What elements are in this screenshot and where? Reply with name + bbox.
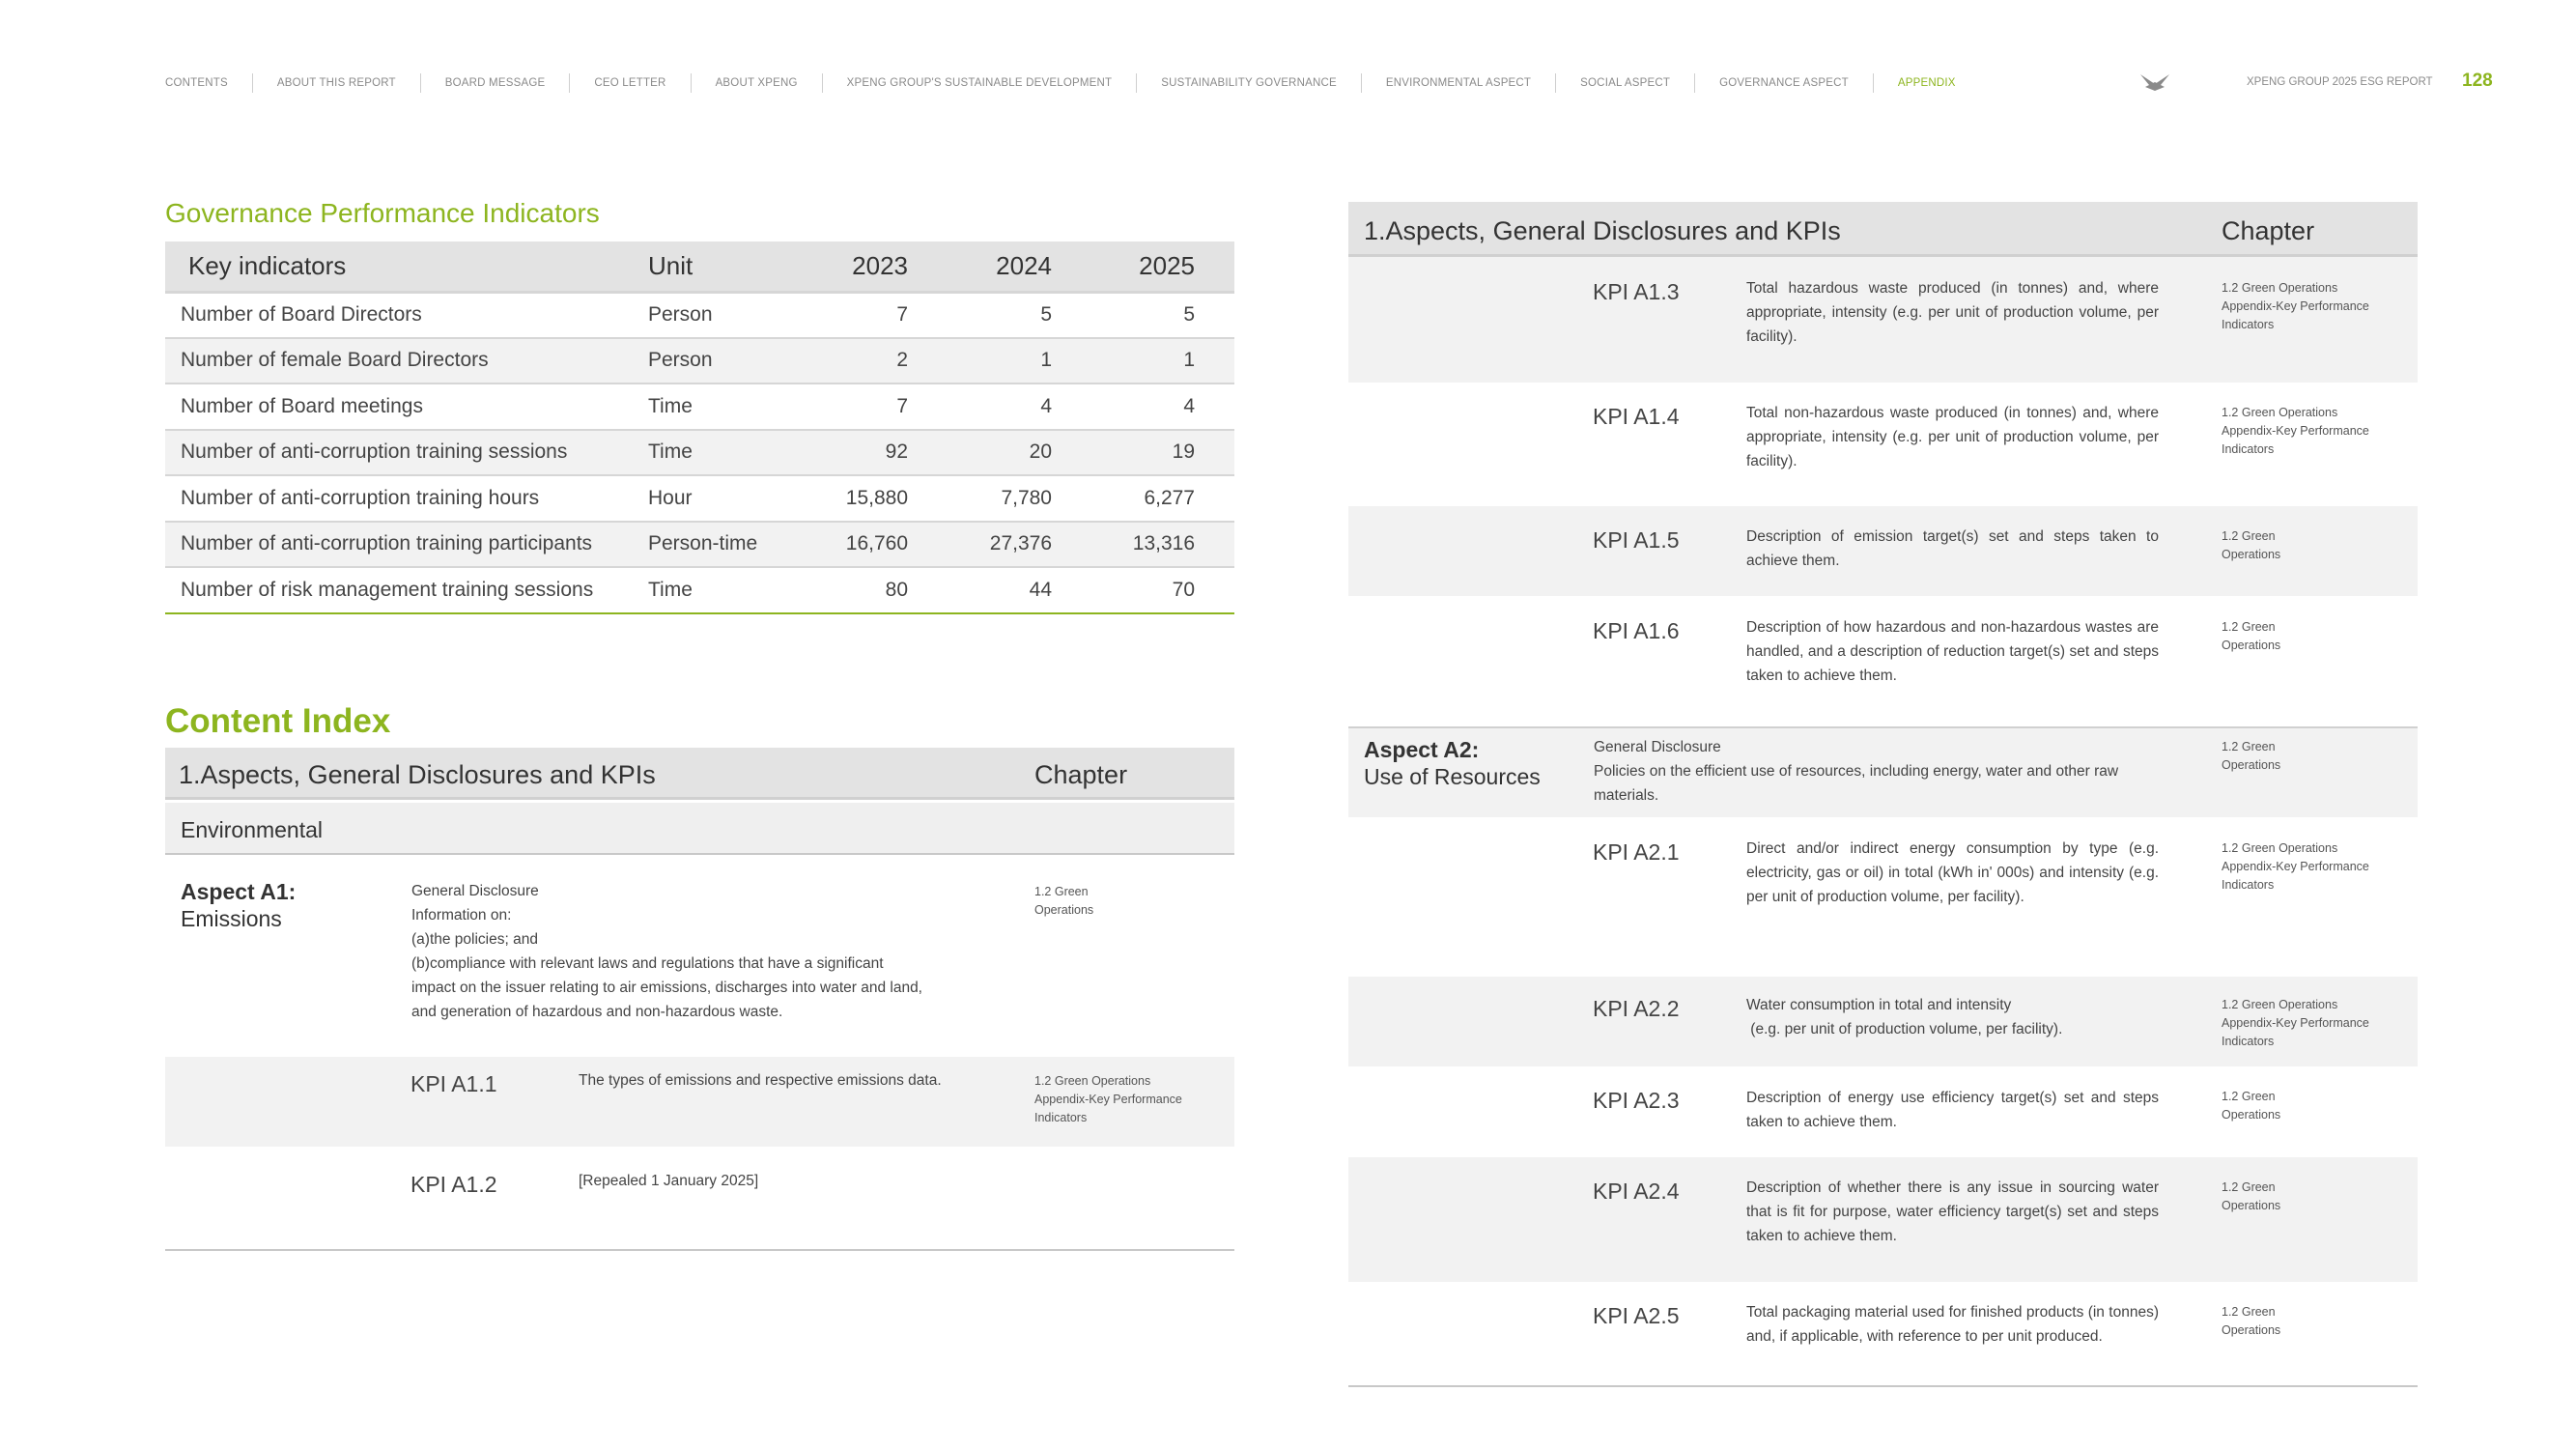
cell-2024: 44 [947, 567, 1090, 613]
chapter-line: Operations [2222, 639, 2281, 652]
cell-indicator: Number of Board meetings [165, 384, 648, 430]
section-environmental [165, 800, 1234, 855]
kpi-description: Total packaging material used for finished products (in tonnes) and, if applicable, with reference to per unit produced. [1746, 1304, 2159, 1345]
cell-unit: Time [648, 430, 803, 476]
desc-line: (e.g. per unit of production volume, per facility). [1746, 1021, 2063, 1037]
chapter-ref [2222, 279, 2369, 334]
chapter-line: 1.2 Green Operations [2222, 406, 2338, 419]
chapter-ref [2222, 1088, 2280, 1124]
content-index-title: Content Index [165, 702, 391, 740]
chapter-line: Appendix-Key Performance [1034, 1093, 1182, 1106]
chapter-line: Appendix-Key Performance [2222, 1016, 2369, 1030]
aspect-a2-row [1348, 726, 2418, 817]
kpi-row [1348, 257, 2418, 383]
governance-section-title: Governance Performance Indicators [165, 198, 600, 228]
nav-environmental-aspect[interactable]: ENVIRONMENTAL ASPECT [1361, 73, 1555, 93]
chapter-ref [2222, 1303, 2280, 1340]
top-navigation [165, 73, 1980, 93]
cell-2024: 20 [947, 430, 1090, 476]
kpi-row [1348, 596, 2418, 726]
aspect-a1-name [181, 878, 296, 932]
chapter-line: Operations [2222, 1199, 2281, 1212]
chapter-ref [2222, 839, 2369, 895]
chapter-line: Indicators [2222, 1035, 2275, 1048]
col-header-aspects: 1.Aspects, General Disclosures and KPIs [1364, 216, 1841, 245]
chapter-line: 1.2 Green Operations [2222, 998, 2338, 1011]
kpi-description: [Repealed 1 January 2025] [579, 1173, 759, 1189]
nav-governance-aspect[interactable]: GOVERNANCE ASPECT [1694, 73, 1873, 93]
kpi-row [1348, 506, 2418, 596]
gd-line: Policies on the efficient use of resources, including energy, water and other raw [1594, 763, 2119, 780]
gd-line: impact on the issuer relating to air emissions, discharges into water and land, [411, 980, 922, 996]
chapter-ref [2222, 618, 2280, 655]
aspect-a1-row [165, 855, 1234, 1057]
aspect-label: Aspect A2: [1364, 737, 1480, 762]
aspect-a2-general-disclosure [1594, 735, 2173, 808]
cell-2024: 7,780 [947, 475, 1090, 522]
report-title: XPENG GROUP 2025 ESG REPORT [2247, 76, 2433, 88]
chapter-line: 1.2 Green [2222, 1305, 2276, 1319]
chapter-line: 1.2 Green [2222, 1090, 2276, 1103]
cell-unit: Person [648, 338, 803, 384]
kpi-row [1348, 1066, 2418, 1157]
cell-2023: 16,760 [803, 522, 947, 568]
desc-line: Water consumption in total and intensity [1746, 997, 2012, 1013]
kpi-id: KPI A1.6 [1593, 618, 1680, 643]
cell-unit: Time [648, 384, 803, 430]
kpi-row [165, 1057, 1234, 1147]
kpi-description [1746, 993, 2159, 1041]
kpi-description: Description of energy use efficiency target(s) set and steps taken to achieve them. [1746, 1090, 2159, 1130]
chapter-line: Operations [1034, 903, 1094, 917]
gd-line: General Disclosure [1594, 739, 1721, 755]
aspect-a1-general-disclosure [411, 879, 1030, 1024]
table-row [165, 475, 1234, 522]
cell-2024: 1 [947, 338, 1090, 384]
kpi-description: Total non-hazardous waste produced (in tonnes) and, where appropriate, intensity (e.g. per unit of production volume, per facility). [1746, 405, 2159, 469]
nav-appendix[interactable]: APPENDIX [1873, 73, 1980, 93]
content-index-header [1348, 202, 2418, 257]
cell-indicator: Number of anti-corruption training participants [165, 522, 648, 568]
content-index-right-panel [1348, 202, 2418, 1385]
cell-2025: 5 [1090, 292, 1234, 338]
cell-unit: Hour [648, 475, 803, 522]
col-header-unit: Unit [648, 242, 803, 292]
gd-line: Information on: [411, 907, 512, 923]
chapter-line: 1.2 Green [1034, 885, 1089, 898]
kpi-row [1348, 383, 2418, 506]
kpi-id: KPI A1.1 [410, 1071, 497, 1096]
cell-2023: 7 [803, 292, 947, 338]
kpi-id: KPI A1.2 [410, 1172, 497, 1197]
chapter-ref [2222, 996, 2369, 1051]
col-header-aspects: 1.Aspects, General Disclosures and KPIs [179, 760, 656, 789]
chapter-line: 1.2 Green Operations [1034, 1074, 1151, 1088]
kpi-id: KPI A1.3 [1593, 279, 1680, 304]
gd-line: (a)the policies; and [411, 931, 538, 948]
kpi-description: Total hazardous waste produced (in tonnes) and, where appropriate, intensity (e.g. per unit of production volume, per facility). [1746, 280, 2159, 345]
kpi-id: KPI A1.4 [1593, 404, 1680, 429]
nav-sustainable-development[interactable]: XPENG GROUP'S SUSTAINABLE DEVELOPMENT [822, 73, 1137, 93]
nav-sustainability-governance[interactable]: SUSTAINABILITY GOVERNANCE [1136, 73, 1361, 93]
cell-2025: 19 [1090, 430, 1234, 476]
cell-indicator: Number of anti-corruption training sessions [165, 430, 648, 476]
cell-2025: 1 [1090, 338, 1234, 384]
chapter-ref [2222, 1179, 2280, 1215]
chapter-ref [1034, 883, 1093, 920]
nav-about-xpeng[interactable]: ABOUT XPENG [691, 73, 822, 93]
chapter-ref [2222, 527, 2280, 564]
aspect-title: Emissions [181, 906, 282, 931]
nav-about-this-report[interactable]: ABOUT THIS REPORT [252, 73, 420, 93]
kpi-id: KPI A2.5 [1593, 1303, 1680, 1328]
chapter-line: 1.2 Green [2222, 1180, 2276, 1194]
cell-2024: 27,376 [947, 522, 1090, 568]
chapter-line: Indicators [1034, 1111, 1088, 1124]
cell-indicator: Number of Board Directors [165, 292, 648, 338]
col-header-2025: 2025 [1090, 242, 1234, 292]
col-header-chapter: Chapter [1034, 760, 1128, 789]
aspect-title: Use of Resources [1364, 764, 1541, 789]
chapter-line: 1.2 Green [2222, 620, 2276, 634]
cell-indicator: Number of anti-corruption training hours [165, 475, 648, 522]
nav-contents[interactable]: CONTENTS [165, 77, 228, 89]
cell-2025: 13,316 [1090, 522, 1234, 568]
kpi-id: KPI A2.4 [1593, 1179, 1680, 1204]
kpi-description: Description of whether there is any issue in sourcing water that is fit for purpose, water efficiency target(s) set and steps taken to achieve them. [1746, 1179, 2159, 1244]
cell-unit: Person [648, 292, 803, 338]
page-number: 128 [2462, 71, 2493, 91]
cell-unit: Person-time [648, 522, 803, 568]
table-bottom-rule [165, 1249, 1234, 1251]
kpi-row [1348, 977, 2418, 1066]
gd-line: and generation of hazardous and non-hazardous waste. [411, 1004, 783, 1020]
aspect-label: Aspect A1: [181, 879, 297, 904]
table-row [165, 567, 1234, 613]
table-row [165, 384, 1234, 430]
kpi-description: Description of how hazardous and non-hazardous wastes are handled, and a description of reduction target(s) set and steps taken to achieve them. [1746, 619, 2159, 684]
cell-2023: 80 [803, 567, 947, 613]
chapter-ref [2222, 738, 2280, 775]
chapter-line: Operations [2222, 1108, 2281, 1122]
kpi-row [1348, 1157, 2418, 1282]
chapter-line: Appendix-Key Performance [2222, 424, 2369, 438]
kpi-description: Description of emission target(s) set and steps taken to achieve them. [1746, 528, 2159, 569]
cell-unit: Time [648, 567, 803, 613]
cell-2025: 70 [1090, 567, 1234, 613]
table-header-row [165, 242, 1234, 292]
kpi-row [165, 1147, 1234, 1249]
cell-2023: 7 [803, 384, 947, 430]
chapter-line: 1.2 Green Operations [2222, 841, 2338, 855]
gd-line: materials. [1594, 787, 1659, 804]
chapter-ref [1034, 1072, 1182, 1127]
kpi-id: KPI A2.2 [1593, 996, 1680, 1021]
kpi-description: The types of emissions and respective emissions data. [579, 1072, 942, 1089]
chapter-line: Indicators [2222, 318, 2275, 331]
chapter-line: 1.2 Green [2222, 529, 2276, 543]
cell-2024: 4 [947, 384, 1090, 430]
cell-2025: 4 [1090, 384, 1234, 430]
cell-indicator: Number of risk management training sessions [165, 567, 648, 613]
xpeng-logo-icon [2139, 71, 2170, 93]
gd-line: (b)compliance with relevant laws and regulations that have a significant [411, 955, 884, 972]
table-row [165, 522, 1234, 568]
chapter-line: Indicators [2222, 442, 2275, 456]
chapter-ref [2222, 404, 2369, 459]
content-index-left-panel [165, 748, 1234, 1249]
content-index-header [165, 748, 1234, 800]
cell-2023: 2 [803, 338, 947, 384]
kpi-description: Direct and/or indirect energy consumption by type (e.g. electricity, gas or oil) in total (kWh in' 000s) and intensity (e.g. per unit of production volume, per facility). [1746, 840, 2159, 905]
nav-ceo-letter[interactable]: CEO LETTER [569, 73, 690, 93]
governance-table [165, 242, 1234, 614]
cell-2024: 5 [947, 292, 1090, 338]
kpi-id: KPI A2.3 [1593, 1088, 1680, 1113]
nav-social-aspect[interactable]: SOCIAL ASPECT [1555, 73, 1694, 93]
chapter-line: 1.2 Green [2222, 740, 2276, 753]
chapter-line: Appendix-Key Performance [2222, 299, 2369, 313]
gd-line: General Disclosure [411, 883, 539, 899]
col-header-chapter: Chapter [2222, 216, 2315, 245]
section-label: Environmental [181, 817, 324, 842]
cell-indicator: Number of female Board Directors [165, 338, 648, 384]
chapter-line: 1.2 Green Operations [2222, 281, 2338, 295]
chapter-line: Appendix-Key Performance [2222, 860, 2369, 873]
table-bottom-rule [1348, 1385, 2418, 1387]
cell-2023: 15,880 [803, 475, 947, 522]
table-row [165, 292, 1234, 338]
col-header-2024: 2024 [947, 242, 1090, 292]
nav-board-message[interactable]: BOARD MESSAGE [420, 73, 570, 93]
kpi-row [1348, 817, 2418, 977]
kpi-id: KPI A1.5 [1593, 527, 1680, 553]
col-header-indicator: Key indicators [165, 242, 648, 292]
kpi-id: KPI A2.1 [1593, 839, 1680, 865]
col-header-2023: 2023 [803, 242, 947, 292]
aspect-a2-name [1364, 736, 1541, 790]
chapter-line: Operations [2222, 758, 2281, 772]
chapter-line: Operations [2222, 548, 2281, 561]
chapter-line: Operations [2222, 1323, 2281, 1337]
cell-2025: 6,277 [1090, 475, 1234, 522]
table-row [165, 338, 1234, 384]
cell-2023: 92 [803, 430, 947, 476]
table-row [165, 430, 1234, 476]
chapter-line: Indicators [2222, 878, 2275, 892]
kpi-row [1348, 1282, 2418, 1385]
